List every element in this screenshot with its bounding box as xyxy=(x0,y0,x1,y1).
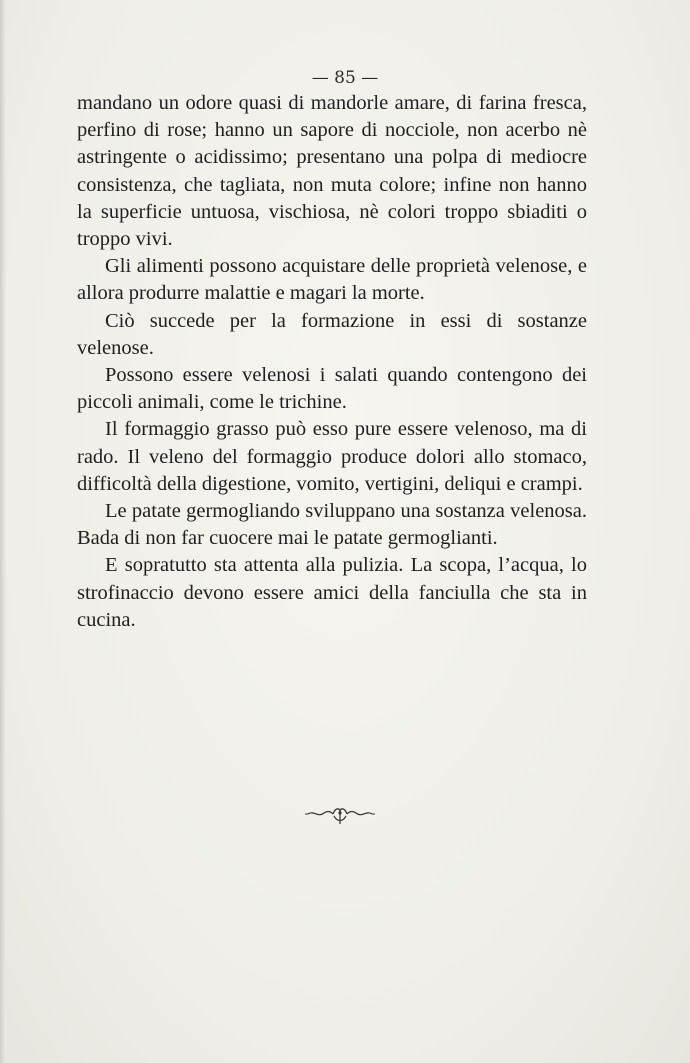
paragraph-7: E sopratutto sta attenta alla pulizia. La scopa, l’acqua, lo strofinaccio devono essere amici della fanciulla che sta in cucina. xyxy=(77,554,587,631)
page-spine-shadow xyxy=(0,0,6,1063)
page-body xyxy=(77,90,587,634)
paragraph-5: Il formaggio grasso può esso pure essere velenoso, ma di rado. Il veleno del formaggio produce dolori allo stomaco, difficoltà della digestione, vomito, vertigini, deliqui e crampi. xyxy=(77,418,587,495)
paragraph-6: Le patate germogliando sviluppano una sostanza velenosa. Bada di non far cuocere mai le patate germoglianti. xyxy=(77,500,587,550)
page-number: — 85 — xyxy=(311,68,379,88)
floral-ornament-icon xyxy=(300,800,380,830)
paragraph-4: Possono essere velenosi i salati quando contengono dei piccoli animali, come le trichine. xyxy=(77,364,587,414)
paragraph-3: Ciò succede per la formazione in essi di sostanze velenose. xyxy=(77,309,587,359)
paragraph-1: mandano un odore quasi di mandorle amare, di farina fresca, perfino di rose; hanno un sapore di nocciole, non acerbo nè astringente o acidissimo; presentano una polpa di mediocre consistenza, che tagliata, non muta colore; infine non hanno la superficie untuosa, vischiosa, nè colori troppo sbiaditi o troppo vivi. xyxy=(77,92,587,251)
paragraph-2: Gli alimenti possono acquistare delle proprietà velenose, e allora produrre malattie e magari la morte. xyxy=(77,255,587,305)
